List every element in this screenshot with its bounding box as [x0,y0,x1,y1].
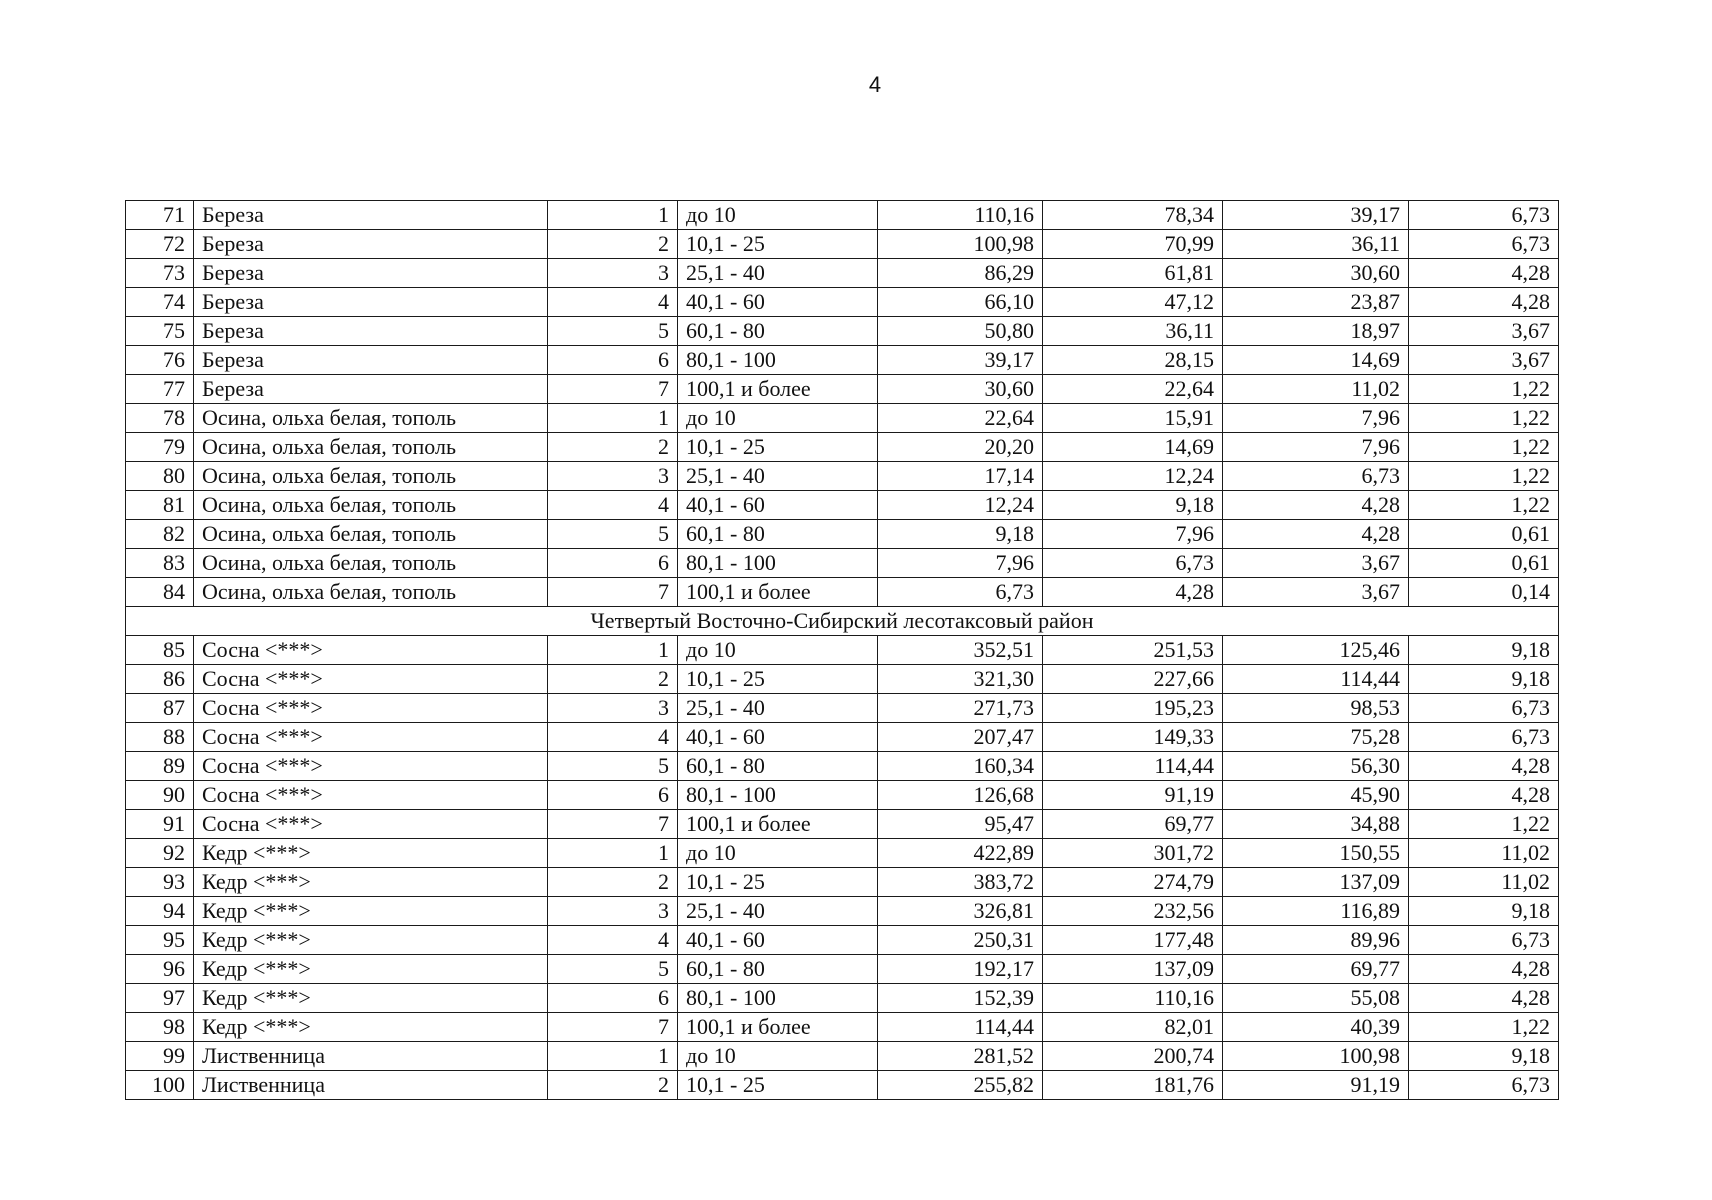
row-number-cell: 71 [126,201,194,230]
rate-medium-cell: 47,12 [1043,288,1223,317]
section-row-group [126,607,1559,636]
rate-small-cell: 36,11 [1223,230,1409,259]
rate-medium-cell: 14,69 [1043,433,1223,462]
thickness-class-cell: 3 [548,259,678,288]
table-row [126,694,1559,723]
rate-large-cell: 321,30 [878,665,1043,694]
species-name-cell: Береза [194,375,548,404]
rate-firewood-cell: 9,18 [1409,1042,1559,1071]
table-row [126,375,1559,404]
rate-firewood-cell: 9,18 [1409,665,1559,694]
rate-firewood-cell: 1,22 [1409,433,1559,462]
diameter-range-cell: 60,1 - 80 [678,520,878,549]
thickness-class-cell: 4 [548,491,678,520]
table-row [126,839,1559,868]
table-row [126,317,1559,346]
rate-firewood-cell: 6,73 [1409,230,1559,259]
row-number-cell: 84 [126,578,194,607]
table-row [126,288,1559,317]
rate-large-cell: 22,64 [878,404,1043,433]
row-number-cell: 87 [126,694,194,723]
rate-small-cell: 116,89 [1223,897,1409,926]
thickness-class-cell: 3 [548,462,678,491]
diameter-range-cell: 80,1 - 100 [678,781,878,810]
species-name-cell: Осина, ольха белая, тополь [194,520,548,549]
species-name-cell: Лиственница [194,1071,548,1100]
species-name-cell: Кедр <***> [194,926,548,955]
table-body-lower [126,636,1559,1100]
row-number-cell: 88 [126,723,194,752]
rate-firewood-cell: 0,61 [1409,520,1559,549]
rate-small-cell: 39,17 [1223,201,1409,230]
species-name-cell: Береза [194,259,548,288]
diameter-range-cell: 40,1 - 60 [678,288,878,317]
rate-small-cell: 34,88 [1223,810,1409,839]
page-number: 4 [868,72,882,97]
row-number-cell: 90 [126,781,194,810]
table-row [126,1013,1559,1042]
rate-small-cell: 30,60 [1223,259,1409,288]
rate-firewood-cell: 1,22 [1409,810,1559,839]
section-header-row [126,607,1559,636]
species-name-cell: Сосна <***> [194,810,548,839]
rate-large-cell: 30,60 [878,375,1043,404]
table-row [126,665,1559,694]
rate-small-cell: 4,28 [1223,520,1409,549]
species-name-cell: Кедр <***> [194,897,548,926]
thickness-class-cell: 4 [548,288,678,317]
rate-large-cell: 383,72 [878,868,1043,897]
table-row [126,955,1559,984]
table-row [126,433,1559,462]
rate-firewood-cell: 0,61 [1409,549,1559,578]
table-row [126,491,1559,520]
row-number-cell: 77 [126,375,194,404]
rate-firewood-cell: 4,28 [1409,288,1559,317]
rate-medium-cell: 274,79 [1043,868,1223,897]
rate-firewood-cell: 4,28 [1409,955,1559,984]
rate-medium-cell: 91,19 [1043,781,1223,810]
rate-large-cell: 326,81 [878,897,1043,926]
table-body-upper [126,201,1559,607]
rate-medium-cell: 195,23 [1043,694,1223,723]
table-row [126,404,1559,433]
rate-large-cell: 86,29 [878,259,1043,288]
rate-firewood-cell: 3,67 [1409,346,1559,375]
rate-firewood-cell: 0,14 [1409,578,1559,607]
thickness-class-cell: 6 [548,984,678,1013]
rate-small-cell: 3,67 [1223,578,1409,607]
rate-medium-cell: 12,24 [1043,462,1223,491]
diameter-range-cell: 60,1 - 80 [678,955,878,984]
diameter-range-cell: 10,1 - 25 [678,868,878,897]
row-number-cell: 93 [126,868,194,897]
rate-large-cell: 271,73 [878,694,1043,723]
thickness-class-cell: 5 [548,317,678,346]
rate-medium-cell: 82,01 [1043,1013,1223,1042]
rate-medium-cell: 301,72 [1043,839,1223,868]
row-number-cell: 76 [126,346,194,375]
rate-medium-cell: 22,64 [1043,375,1223,404]
thickness-class-cell: 1 [548,201,678,230]
rate-firewood-cell: 1,22 [1409,1013,1559,1042]
rate-large-cell: 160,34 [878,752,1043,781]
row-number-cell: 81 [126,491,194,520]
rate-small-cell: 98,53 [1223,694,1409,723]
rate-firewood-cell: 6,73 [1409,1071,1559,1100]
rate-medium-cell: 110,16 [1043,984,1223,1013]
row-number-cell: 98 [126,1013,194,1042]
diameter-range-cell: 60,1 - 80 [678,317,878,346]
table-row [126,897,1559,926]
thickness-class-cell: 7 [548,578,678,607]
rate-small-cell: 100,98 [1223,1042,1409,1071]
rate-medium-cell: 36,11 [1043,317,1223,346]
table-row [126,781,1559,810]
thickness-class-cell: 2 [548,433,678,462]
rate-small-cell: 150,55 [1223,839,1409,868]
species-name-cell: Кедр <***> [194,839,548,868]
table-row [126,752,1559,781]
rate-small-cell: 55,08 [1223,984,1409,1013]
species-name-cell: Береза [194,230,548,259]
rate-small-cell: 91,19 [1223,1071,1409,1100]
rate-medium-cell: 251,53 [1043,636,1223,665]
rate-firewood-cell: 11,02 [1409,839,1559,868]
rate-large-cell: 17,14 [878,462,1043,491]
row-number-cell: 97 [126,984,194,1013]
thickness-class-cell: 3 [548,897,678,926]
rate-large-cell: 100,98 [878,230,1043,259]
diameter-range-cell: до 10 [678,404,878,433]
rate-firewood-cell: 9,18 [1409,897,1559,926]
rate-large-cell: 7,96 [878,549,1043,578]
thickness-class-cell: 7 [548,810,678,839]
thickness-class-cell: 2 [548,665,678,694]
rate-firewood-cell: 6,73 [1409,723,1559,752]
table-row [126,520,1559,549]
row-number-cell: 92 [126,839,194,868]
table-row [126,230,1559,259]
rate-small-cell: 114,44 [1223,665,1409,694]
thickness-class-cell: 4 [548,723,678,752]
rate-medium-cell: 200,74 [1043,1042,1223,1071]
diameter-range-cell: 25,1 - 40 [678,462,878,491]
rate-small-cell: 18,97 [1223,317,1409,346]
rate-large-cell: 281,52 [878,1042,1043,1071]
rate-large-cell: 20,20 [878,433,1043,462]
thickness-class-cell: 2 [548,1071,678,1100]
rate-firewood-cell: 4,28 [1409,752,1559,781]
row-number-cell: 95 [126,926,194,955]
rate-small-cell: 7,96 [1223,404,1409,433]
diameter-range-cell: 25,1 - 40 [678,259,878,288]
rate-large-cell: 6,73 [878,578,1043,607]
table-row [126,984,1559,1013]
diameter-range-cell: 80,1 - 100 [678,549,878,578]
thickness-class-cell: 7 [548,1013,678,1042]
diameter-range-cell: 40,1 - 60 [678,926,878,955]
diameter-range-cell: 25,1 - 40 [678,897,878,926]
table-row [126,723,1559,752]
rate-small-cell: 45,90 [1223,781,1409,810]
species-name-cell: Осина, ольха белая, тополь [194,491,548,520]
species-name-cell: Береза [194,201,548,230]
rate-small-cell: 23,87 [1223,288,1409,317]
diameter-range-cell: 60,1 - 80 [678,752,878,781]
rate-large-cell: 12,24 [878,491,1043,520]
species-name-cell: Сосна <***> [194,694,548,723]
table-row [126,346,1559,375]
rate-large-cell: 114,44 [878,1013,1043,1042]
diameter-range-cell: 40,1 - 60 [678,491,878,520]
species-name-cell: Сосна <***> [194,665,548,694]
rate-large-cell: 66,10 [878,288,1043,317]
rate-firewood-cell: 4,28 [1409,781,1559,810]
rate-medium-cell: 137,09 [1043,955,1223,984]
thickness-class-cell: 3 [548,694,678,723]
rate-medium-cell: 181,76 [1043,1071,1223,1100]
rate-medium-cell: 177,48 [1043,926,1223,955]
rate-firewood-cell: 4,28 [1409,259,1559,288]
species-name-cell: Осина, ольха белая, тополь [194,578,548,607]
row-number-cell: 99 [126,1042,194,1071]
rate-large-cell: 192,17 [878,955,1043,984]
row-number-cell: 72 [126,230,194,259]
species-name-cell: Кедр <***> [194,984,548,1013]
rate-medium-cell: 6,73 [1043,549,1223,578]
row-number-cell: 79 [126,433,194,462]
species-name-cell: Осина, ольха белая, тополь [194,549,548,578]
diameter-range-cell: 10,1 - 25 [678,433,878,462]
species-name-cell: Береза [194,288,548,317]
rate-medium-cell: 15,91 [1043,404,1223,433]
rate-firewood-cell: 11,02 [1409,868,1559,897]
diameter-range-cell: 80,1 - 100 [678,346,878,375]
rate-medium-cell: 70,99 [1043,230,1223,259]
rate-large-cell: 50,80 [878,317,1043,346]
thickness-class-cell: 1 [548,404,678,433]
rate-small-cell: 6,73 [1223,462,1409,491]
rate-medium-cell: 28,15 [1043,346,1223,375]
rate-small-cell: 4,28 [1223,491,1409,520]
thickness-class-cell: 5 [548,955,678,984]
species-name-cell: Береза [194,346,548,375]
species-name-cell: Береза [194,317,548,346]
rate-medium-cell: 69,77 [1043,810,1223,839]
rate-firewood-cell: 4,28 [1409,984,1559,1013]
rate-small-cell: 7,96 [1223,433,1409,462]
rate-medium-cell: 227,66 [1043,665,1223,694]
rate-medium-cell: 9,18 [1043,491,1223,520]
thickness-class-cell: 1 [548,839,678,868]
diameter-range-cell: 100,1 и более [678,1013,878,1042]
rate-small-cell: 11,02 [1223,375,1409,404]
rate-firewood-cell: 1,22 [1409,375,1559,404]
rate-large-cell: 352,51 [878,636,1043,665]
diameter-range-cell: 10,1 - 25 [678,665,878,694]
diameter-range-cell: 10,1 - 25 [678,1071,878,1100]
table-row [126,259,1559,288]
diameter-range-cell: 40,1 - 60 [678,723,878,752]
rate-medium-cell: 232,56 [1043,897,1223,926]
table-row [126,1071,1559,1100]
table-row [126,462,1559,491]
row-number-cell: 82 [126,520,194,549]
rate-firewood-cell: 6,73 [1409,926,1559,955]
row-number-cell: 75 [126,317,194,346]
rate-medium-cell: 61,81 [1043,259,1223,288]
rate-medium-cell: 7,96 [1043,520,1223,549]
rate-small-cell: 40,39 [1223,1013,1409,1042]
table-row [126,810,1559,839]
thickness-class-cell: 4 [548,926,678,955]
species-name-cell: Осина, ольха белая, тополь [194,462,548,491]
rate-medium-cell: 149,33 [1043,723,1223,752]
diameter-range-cell: 100,1 и более [678,578,878,607]
rate-large-cell: 207,47 [878,723,1043,752]
diameter-range-cell: 100,1 и более [678,810,878,839]
rate-large-cell: 152,39 [878,984,1043,1013]
rate-large-cell: 9,18 [878,520,1043,549]
rate-firewood-cell: 1,22 [1409,462,1559,491]
rate-medium-cell: 4,28 [1043,578,1223,607]
thickness-class-cell: 1 [548,636,678,665]
species-name-cell: Сосна <***> [194,781,548,810]
species-name-cell: Кедр <***> [194,955,548,984]
thickness-class-cell: 2 [548,868,678,897]
thickness-class-cell: 6 [548,549,678,578]
table-row [126,1042,1559,1071]
row-number-cell: 83 [126,549,194,578]
rate-firewood-cell: 1,22 [1409,404,1559,433]
species-name-cell: Сосна <***> [194,636,548,665]
rate-large-cell: 126,68 [878,781,1043,810]
rate-large-cell: 95,47 [878,810,1043,839]
species-name-cell: Осина, ольха белая, тополь [194,433,548,462]
diameter-range-cell: до 10 [678,201,878,230]
thickness-class-cell: 2 [548,230,678,259]
row-number-cell: 73 [126,259,194,288]
rate-small-cell: 137,09 [1223,868,1409,897]
row-number-cell: 74 [126,288,194,317]
row-number-cell: 85 [126,636,194,665]
rate-medium-cell: 78,34 [1043,201,1223,230]
rate-firewood-cell: 9,18 [1409,636,1559,665]
thickness-class-cell: 5 [548,520,678,549]
rate-large-cell: 39,17 [878,346,1043,375]
rate-firewood-cell: 3,67 [1409,317,1559,346]
thickness-class-cell: 1 [548,1042,678,1071]
rate-large-cell: 422,89 [878,839,1043,868]
row-number-cell: 91 [126,810,194,839]
rate-medium-cell: 114,44 [1043,752,1223,781]
diameter-range-cell: 10,1 - 25 [678,230,878,259]
species-name-cell: Сосна <***> [194,723,548,752]
diameter-range-cell: до 10 [678,636,878,665]
rates-table [125,200,1559,1100]
rate-large-cell: 110,16 [878,201,1043,230]
rate-large-cell: 255,82 [878,1071,1043,1100]
diameter-range-cell: до 10 [678,839,878,868]
diameter-range-cell: до 10 [678,1042,878,1071]
rate-small-cell: 89,96 [1223,926,1409,955]
thickness-class-cell: 6 [548,781,678,810]
rate-small-cell: 14,69 [1223,346,1409,375]
rate-small-cell: 56,30 [1223,752,1409,781]
row-number-cell: 100 [126,1071,194,1100]
row-number-cell: 78 [126,404,194,433]
rate-small-cell: 75,28 [1223,723,1409,752]
species-name-cell: Кедр <***> [194,868,548,897]
rate-small-cell: 3,67 [1223,549,1409,578]
thickness-class-cell: 7 [548,375,678,404]
table-row [126,578,1559,607]
rate-firewood-cell: 6,73 [1409,694,1559,723]
row-number-cell: 80 [126,462,194,491]
rate-small-cell: 125,46 [1223,636,1409,665]
diameter-range-cell: 80,1 - 100 [678,984,878,1013]
table-row [126,549,1559,578]
table-row [126,201,1559,230]
rate-firewood-cell: 6,73 [1409,201,1559,230]
rate-small-cell: 69,77 [1223,955,1409,984]
table-row [126,868,1559,897]
diameter-range-cell: 100,1 и более [678,375,878,404]
row-number-cell: 94 [126,897,194,926]
table-row [126,926,1559,955]
species-name-cell: Осина, ольха белая, тополь [194,404,548,433]
thickness-class-cell: 6 [548,346,678,375]
row-number-cell: 86 [126,665,194,694]
species-name-cell: Лиственница [194,1042,548,1071]
diameter-range-cell: 25,1 - 40 [678,694,878,723]
species-name-cell: Сосна <***> [194,752,548,781]
thickness-class-cell: 5 [548,752,678,781]
table-row [126,636,1559,665]
species-name-cell: Кедр <***> [194,1013,548,1042]
section-title: Четвертый Восточно-Сибирский лесотаксовый район [126,607,1559,636]
rate-firewood-cell: 1,22 [1409,491,1559,520]
rate-large-cell: 250,31 [878,926,1043,955]
row-number-cell: 96 [126,955,194,984]
row-number-cell: 89 [126,752,194,781]
